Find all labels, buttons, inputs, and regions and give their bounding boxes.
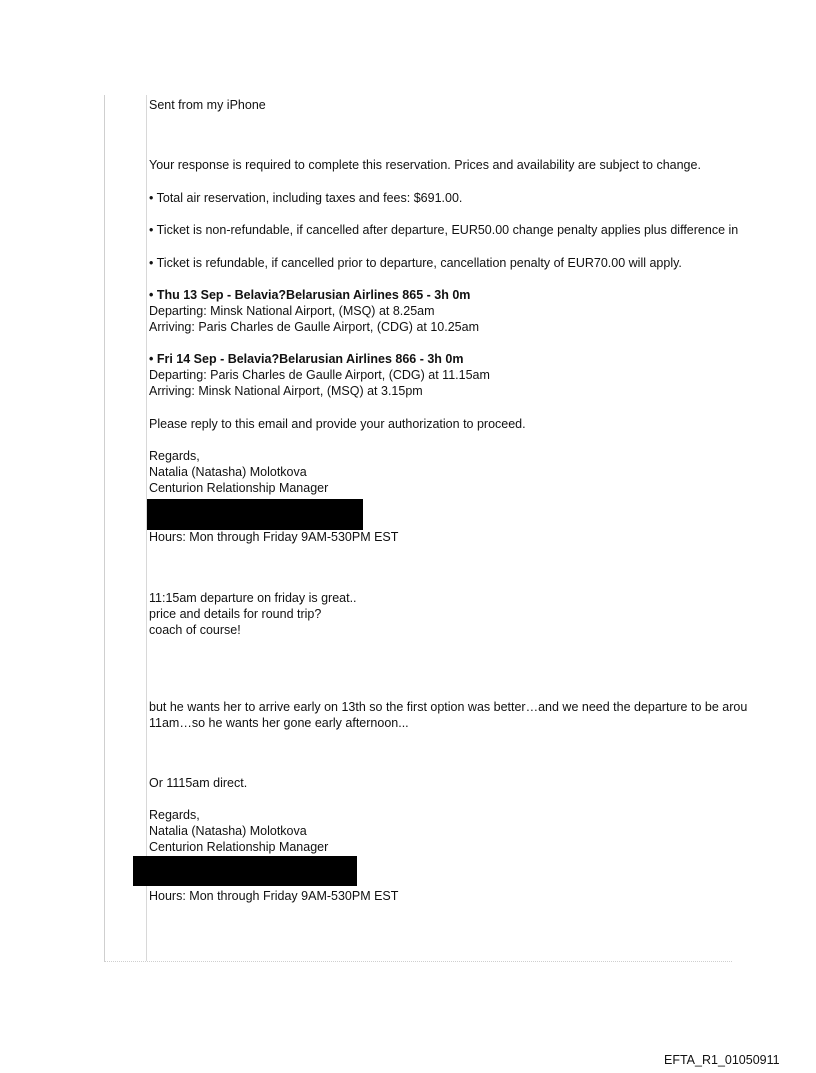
page-frame-bottom-border — [104, 961, 732, 962]
flight2-header: • Fri 14 Sep - Belavia?Belarusian Airlines 866 - 3h 0m — [149, 352, 464, 366]
refundable-bullet: • Ticket is refundable, if cancelled prior to departure, cancellation penalty of EUR70.00 will apply. — [149, 256, 682, 270]
reply1-line3: coach of course! — [149, 623, 241, 637]
reply2-line1: but he wants her to arrive early on 13th so the first option was better…and we need the departure to be arou — [149, 700, 748, 714]
reply2-line2: 11am…so he wants her gone early afternoon... — [149, 716, 409, 730]
flight2-departing: Departing: Paris Charles de Gaulle Airport, (CDG) at 11.15am — [149, 368, 490, 382]
sent-from-line: Sent from my iPhone — [149, 98, 266, 112]
signature2-title: Centurion Relationship Manager — [149, 840, 329, 854]
flight1-header: • Thu 13 Sep - Belavia?Belarusian Airlines 865 - 3h 0m — [149, 288, 471, 302]
direct-flight-note: Or 1115am direct. — [149, 776, 248, 790]
reply1-line2: price and details for round trip? — [149, 607, 322, 621]
reply-request-text: Please reply to this email and provide your authorization to proceed. — [149, 417, 526, 431]
signature2-regards: Regards, — [149, 808, 200, 822]
signature1-regards: Regards, — [149, 449, 200, 463]
reply1-line1: 11:15am departure on friday is great.. — [149, 591, 357, 605]
signature1-title: Centurion Relationship Manager — [149, 481, 329, 495]
flight1-departing: Departing: Minsk National Airport, (MSQ) at 8.25am — [149, 304, 435, 318]
redaction-block — [147, 499, 363, 530]
response-required-text: Your response is required to complete this reservation. Prices and availability are subject to change. — [149, 158, 701, 172]
nonrefundable-bullet: • Ticket is non-refundable, if cancelled after departure, EUR50.00 change penalty applies plus difference in — [149, 223, 739, 237]
signature2-hours: Hours: Mon through Friday 9AM-530PM EST — [149, 889, 399, 903]
page-frame-left-border — [104, 95, 105, 961]
signature1-hours: Hours: Mon through Friday 9AM-530PM EST — [149, 530, 399, 544]
signature2-name: Natalia (Natasha) Molotkova — [149, 824, 307, 838]
flight1-arriving: Arriving: Paris Charles de Gaulle Airport, (CDG) at 10.25am — [149, 320, 479, 334]
total-fare-bullet: • Total air reservation, including taxes and fees: $691.00. — [149, 191, 463, 205]
redaction-block — [133, 856, 357, 886]
signature1-name: Natalia (Natasha) Molotkova — [149, 465, 307, 479]
document-id: EFTA_R1_01050911 — [664, 1053, 780, 1067]
flight2-arriving: Arriving: Minsk National Airport, (MSQ) at 3.15pm — [149, 384, 423, 398]
